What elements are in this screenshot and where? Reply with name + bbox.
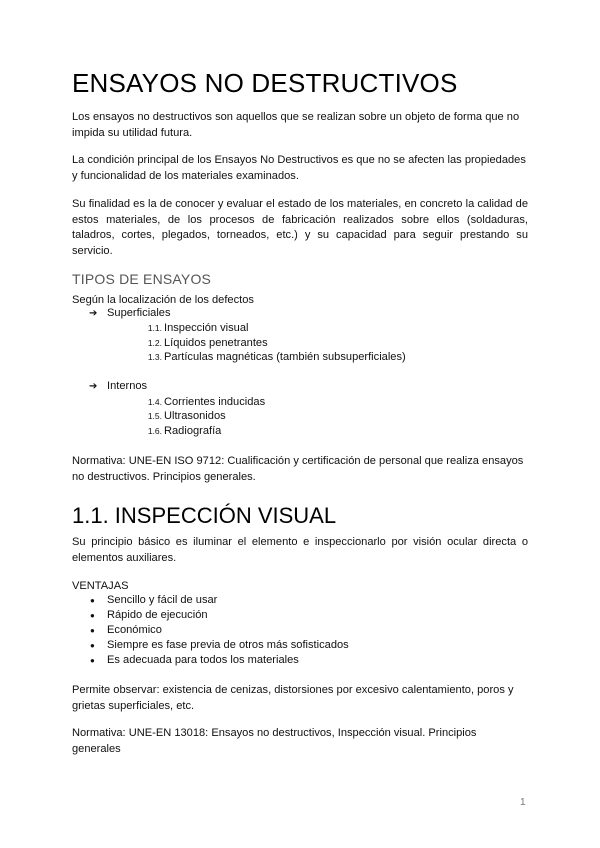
page-number: 1 [520, 797, 526, 808]
list-item-label: Líquidos penetrantes [164, 337, 268, 349]
inspeccion-principio: Su principio básico es iluminar el elemento e inspeccionarlo por visión ocular directa o elementos auxiliares. [72, 536, 528, 564]
list-number: 1.4. [147, 397, 162, 407]
section-heading-tipos: TIPOS DE ENSAYOS [72, 271, 212, 287]
list-item [90, 594, 217, 606]
list-number: 1.3. [147, 352, 162, 362]
bullet-icon: ● [90, 656, 95, 665]
arrow-right-icon: ➔ [89, 308, 98, 319]
list-item [90, 639, 349, 651]
list-item [90, 654, 299, 666]
list-item [144, 425, 221, 437]
section-heading-inspeccion: 1.1. INSPECCIÓN VISUAL [72, 503, 337, 528]
list-item [144, 410, 226, 422]
list-item-label: Económico [107, 624, 162, 636]
list-item-label: Siempre es fase previa de otros más sofisticados [107, 639, 349, 651]
list-item-label: Ultrasonidos [164, 410, 226, 422]
list-item [144, 337, 268, 349]
list-item-label: Radiografía [164, 425, 222, 437]
intro-paragraph-3: Su finalidad es la de conocer y evaluar el estado de los materiales, en concreto la calidad de estos materiales, de los procesos de fabricación realizados sobre ellos (soldaduras, taladros, cortes, plegados, torneados, etc.) y su capacidad para seguir prestando su servicio. [72, 198, 528, 257]
intro-paragraph-1: Los ensayos no destructivos son aquellos que se realizan sobre un objeto de forma que no impida su utilidad futura. [72, 111, 520, 139]
list-item-label: Sencillo y fácil de usar [107, 594, 218, 606]
normativa-tipos: Normativa: UNE-EN ISO 9712: Cualificación y certificación de personal que realiza ensayos no destructivos. Principios generales. [72, 455, 524, 483]
list-item [144, 322, 248, 334]
list-item-label: Rápido de ejecución [107, 609, 208, 621]
page-title: ENSAYOS NO DESTRUCTIVOS [72, 68, 458, 98]
bullet-icon: ● [90, 596, 95, 605]
list-number: 1.6. [147, 426, 162, 436]
bullet-icon: ● [90, 641, 95, 650]
arrow-right-icon: ➔ [89, 381, 98, 392]
list-item [90, 624, 162, 636]
list-item-label: Es adecuada para todos los materiales [107, 654, 299, 666]
list-number: 1.5. [147, 411, 162, 421]
intro-paragraph-2: La condición principal de los Ensayos No Destructivos es que no se afecten las propiedades y funcionalidad de los materiales examinados. [72, 154, 526, 182]
normativa-inspeccion: Normativa: UNE-EN 13018: Ensayos no destructivos, Inspección visual. Principios generales [72, 727, 477, 755]
list-item-label: Superficiales [107, 307, 171, 319]
list-item-superficiales [89, 307, 171, 319]
bullet-icon: ● [90, 611, 95, 620]
list-item-label: Partículas magnéticas (también subsuperficiales) [164, 351, 406, 363]
list-item-label: Corrientes inducidas [164, 396, 266, 408]
list-item-internos [89, 380, 147, 392]
bullet-icon: ● [90, 626, 95, 635]
tipos-lead: Según la localización de los defectos [72, 294, 254, 306]
ventajas-heading: VENTAJAS [72, 580, 129, 592]
list-number: 1.2. [147, 338, 162, 348]
observar-paragraph: Permite observar: existencia de cenizas, distorsiones por excesivo calentamiento, poros y grietas superficiales, etc. [72, 684, 514, 712]
list-item [90, 609, 208, 621]
list-item [144, 351, 406, 363]
list-number: 1.1. [147, 323, 162, 333]
list-item [144, 396, 265, 408]
list-item-label: Inspección visual [164, 322, 249, 334]
list-item-label: Internos [107, 380, 148, 392]
